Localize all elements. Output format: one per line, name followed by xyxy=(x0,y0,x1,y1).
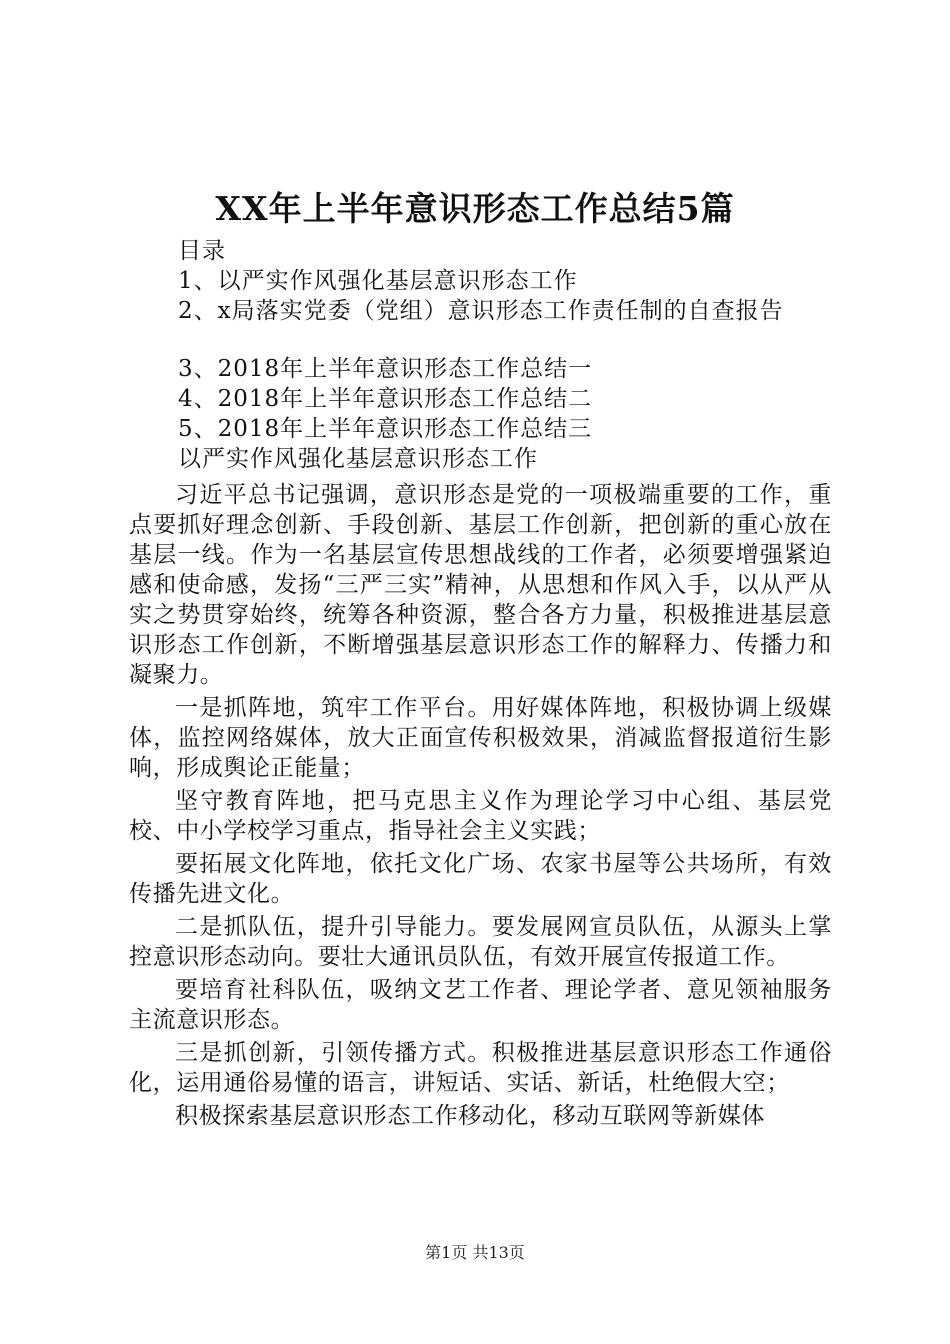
body-paragraph: 三是抓创新，引领传播方式。积极推进基层意识形态工作通俗化，运用通俗易懂的语言，讲短话、实话、新话，杜绝假大空； xyxy=(129,1040,832,1096)
toc-item: 5、2018年上半年意识形态工作总结三 xyxy=(178,416,593,442)
page-footer: 第1页 共13页 xyxy=(425,1243,525,1262)
body-paragraph: 习近平总书记强调，意识形态是党的一项极端重要的工作，重点要抓好理念创新、手段创新、基层工作创新，把创新的重心放在基层一线。作为一名基层宣传思想战线的工作者，必须要增强紧迫感和使命感，发扬“三严三实”精神，从思想和作风入手，以从严从实之势贯穿始终，统筹各种资源，整合各方力量，积极推进基层意识形态工作创新，不断增强基层意识形态工作的解释力、传播力和凝聚力。 xyxy=(129,482,832,688)
toc-item: 2、x局落实党委（党组）意识形态工作责任制的自查报告 xyxy=(178,298,784,324)
section-title: 以严实作风强化基层意识形态工作 xyxy=(178,446,538,472)
toc-item: 4、2018年上半年意识形态工作总结二 xyxy=(178,386,593,412)
toc-item: 3、2018年上半年意识形态工作总结一 xyxy=(178,356,593,382)
document-title: XX年上半年意识形态工作总结5篇 xyxy=(215,189,735,228)
table-of-contents xyxy=(178,236,878,474)
toc-item: 1、以严实作风强化基层意识形态工作 xyxy=(178,268,578,294)
body-paragraph: 积极探索基层意识形态工作移动化，移动互联网等新媒体 xyxy=(175,1103,765,1129)
toc-heading: 目录 xyxy=(178,238,226,264)
body-paragraph: 坚守教育阵地，把马克思主义作为理论学习中心组、基层党校、中小学校学习重点，指导社会主义实践； xyxy=(129,788,832,844)
body-paragraph: 二是抓队伍，提升引导能力。要发展网宣员队伍，从源头上掌控意识形态动向。要壮大通讯员队伍，有效开展宣传报道工作。 xyxy=(129,914,832,970)
body-paragraph: 要拓展文化阵地，依托文化广场、农家书屋等公共场所，有效传播先进文化。 xyxy=(129,851,832,907)
toc-spacer xyxy=(178,326,878,354)
body-paragraph: 一是抓阵地，筑牢工作平台。用好媒体阵地，积极协调上级媒体，监控网络媒体，放大正面宣传积极效果，消减监督报道衍生影响，形成舆论正能量； xyxy=(129,695,832,781)
body-paragraph: 要培育社科队伍，吸纳文艺工作者、理论学者、意见领袖服务主流意识形态。 xyxy=(129,977,832,1033)
document-body xyxy=(129,480,832,1131)
